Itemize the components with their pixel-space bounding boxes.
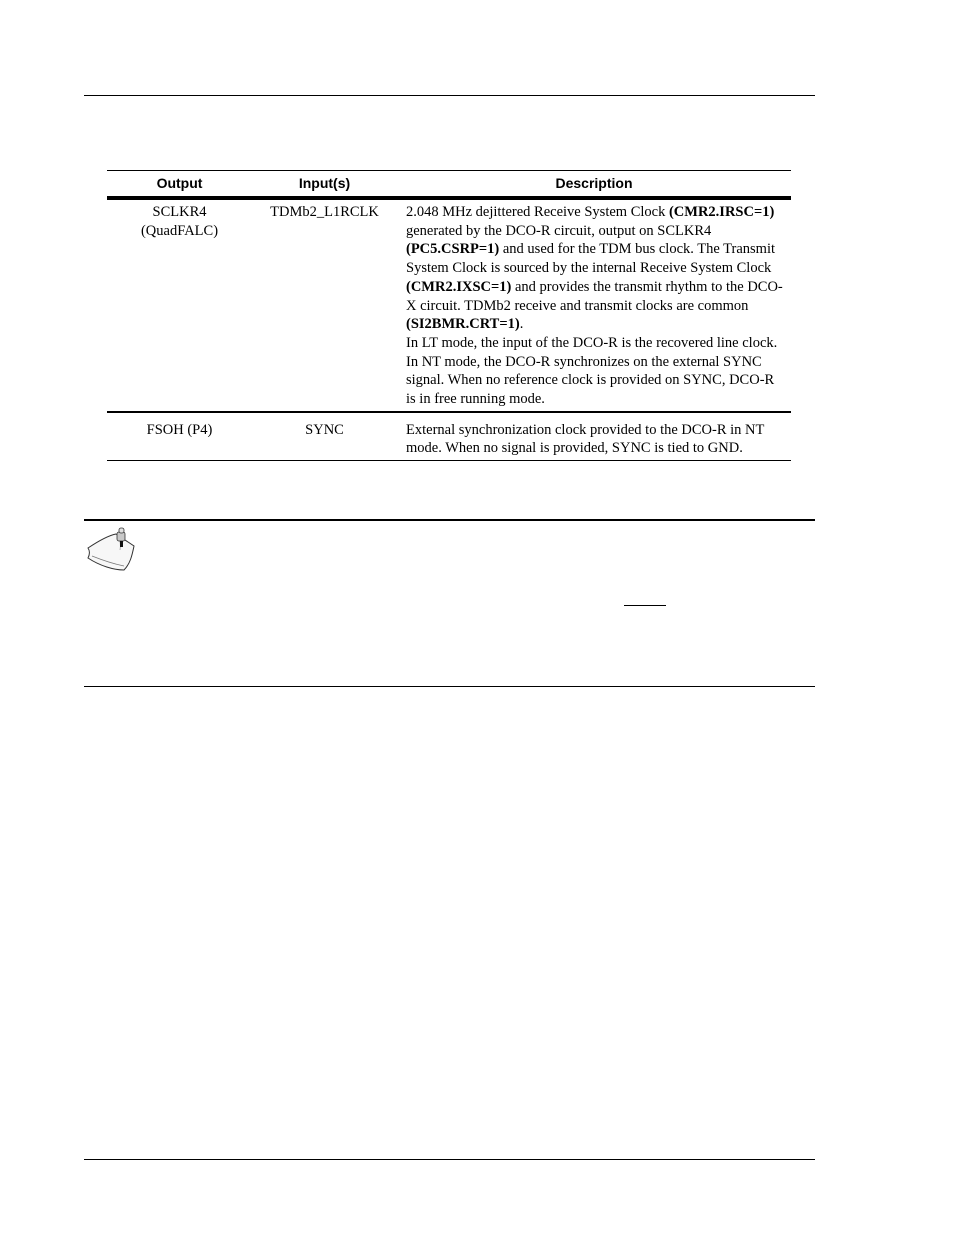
register-setting: (CMR2.IRSC=1) <box>668 204 775 220</box>
cell-description <box>397 198 791 412</box>
description-text: 2.048 MHz dejittered Receive System Clock <box>406 204 669 220</box>
register-setting: (CMR2.IXSC=1) <box>406 278 512 295</box>
column-header-description: Description <box>397 171 791 199</box>
note-paper-icon <box>84 526 140 574</box>
description-paragraph-lt-mode: In LT mode, the input of the DCO-R is the recovered line clock. <box>406 334 778 351</box>
cell-output <box>107 198 252 412</box>
description-text: and used for the TDM bus clock. The Transmit System Clock is sourced by the internal Receive System Clock <box>406 241 775 277</box>
column-header-inputs: Input(s) <box>252 171 397 199</box>
description-text: and provides the transmit rhythm to the DCO-X circuit. TDMb2 receive and transmit clocks are common <box>406 278 783 314</box>
table-header-row <box>107 171 791 199</box>
description-text: generated by the DCO-R circuit, output on SCLKR4 <box>406 222 712 239</box>
output-name: SCLKR4 <box>152 204 207 220</box>
table-row <box>107 412 791 461</box>
cell-description: External synchronization clock provided to the DCO-R in NT mode. When no signal is provided, SYNC is tied to GND. <box>397 412 791 461</box>
note-top-rule <box>84 519 815 521</box>
header-rule <box>84 95 815 96</box>
note-bottom-rule <box>84 686 815 687</box>
underline-mark <box>624 605 666 606</box>
cell-input: TDMb2_L1RCLK <box>252 198 397 412</box>
register-setting: (PC5.CSRP=1) <box>406 241 500 258</box>
footer-rule <box>84 1159 815 1160</box>
description-text: . <box>519 316 524 333</box>
column-header-output: Output <box>107 171 252 199</box>
register-setting: (SI2BMR.CRT=1) <box>406 316 520 333</box>
cell-output: FSOH (P4) <box>107 412 252 461</box>
table-row <box>107 198 791 412</box>
output-device: (QuadFALC) <box>140 222 219 239</box>
description-paragraph <box>406 203 785 334</box>
description-paragraph-nt-mode: In NT mode, the DCO-R synchronizes on the external SYNC signal. When no reference clock is provided on SYNC, DCO-R is in free running mode. <box>406 353 775 408</box>
clock-signal-table <box>107 170 791 461</box>
cell-input: SYNC <box>252 412 397 461</box>
